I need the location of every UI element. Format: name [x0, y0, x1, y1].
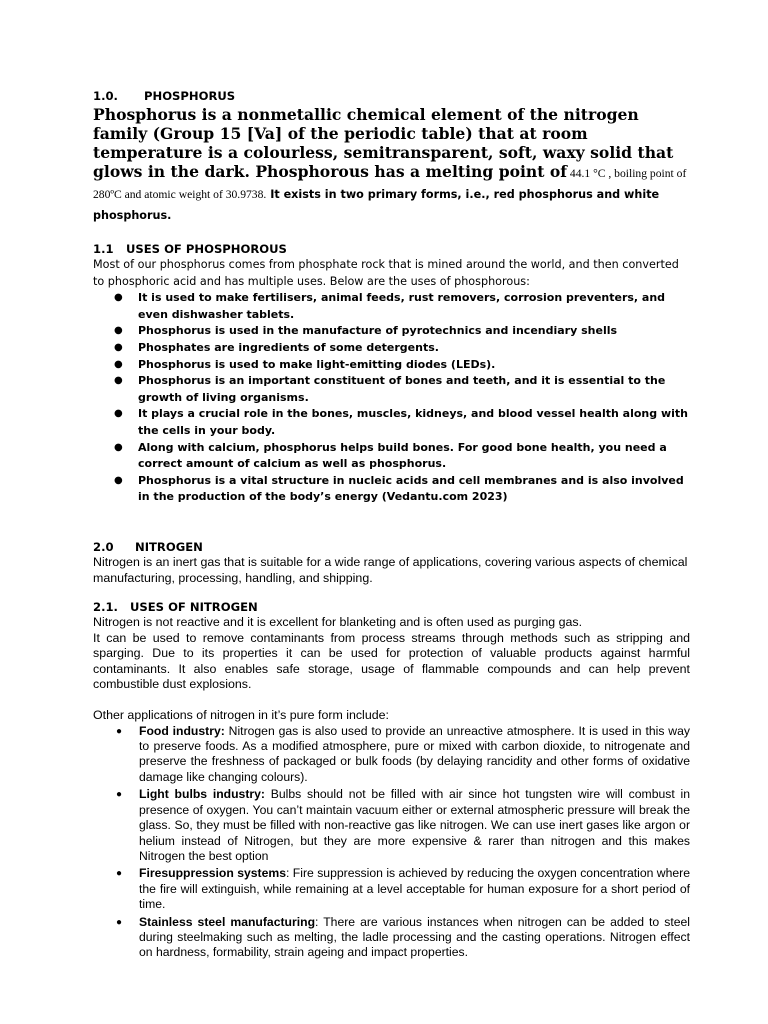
bullet-icon: ● [114, 408, 123, 420]
uses-phosphorous-intro: Most of our phosphorus comes from phosphate rock that is mined around the world, and then converted to phosphoric acid and has multiple uses. Below are the uses of phosphorous: [93, 258, 679, 288]
bullet-icon: ● [116, 916, 123, 928]
bullet-icon: ● [114, 441, 123, 453]
list-item: ● Phosphorus is used in the manufacture of pyrotechnics and incendiary shells [138, 323, 690, 340]
item-term: Stainless steel manufacturing [139, 914, 316, 929]
list-item: ● Phosphorus is used to make light-emitting diodes (LEDs). [138, 357, 690, 374]
section-heading-uses-phosphorous [93, 242, 690, 257]
phosphorus-intro [93, 105, 690, 225]
list-item [116, 866, 690, 912]
section-title: NITROGEN [135, 539, 203, 554]
intro-properties-text: 44.1 °C , boiling point of 280ºC and atomic weight of 30.9738. [93, 167, 687, 201]
bullet-icon: ● [114, 375, 123, 387]
item-text: Nitrogen gas is also used to provide an unreactive atmosphere. It is used in this way to preserve foods. As a modified atmosphere, pure or mixed with carbon dioxide, to nitrogenate and preserve the freshness of packaged or bulk foods (by delaying rancidity and other forms of oxidative damage like changing colours). [139, 723, 690, 784]
section-heading-nitrogen [93, 540, 690, 555]
item-text: Bulbs should not be filled with air since hot tungsten wire will combust in presence of oxygen. You can’t maintain vacuum either or external atmospheric pressure will break the glass. So, they must be filled with non-reactive gas like nitrogen. We can use inert gases like argon or helium instead of Nitrogen, but they are more expensive & rarer than nitrogen and this makes Nitrogen the best option [139, 787, 690, 863]
phosphorus-uses-list [93, 290, 690, 506]
section-number: 1.1 [93, 242, 114, 256]
bullet-icon: ● [114, 474, 123, 486]
bullet-icon: ● [114, 341, 123, 353]
intro-main-text: Phosphorus is a nonmetallic chemical element of the nitrogen family (Group 15 [Va] of the periodic table) that at room temperature is a colourless, semitransparent, soft, waxy solid that glows in the dark. Phosphorous has a melting point of [93, 105, 674, 181]
list-item: ● It plays a crucial role in the bones, muscles, kidneys, and blood vessel health along with the cells in your body. [114, 407, 688, 437]
item-term: Firesuppression systems [139, 866, 287, 881]
item-text: : Fire suppression is achieved by reducing the oxygen concentration where the fire will extinguish, while remaining at a level acceptable for human exposure for a short period of time. [139, 866, 690, 912]
item-term: Food industry: [139, 723, 225, 738]
bullet-icon: ● [116, 725, 123, 737]
bullet-icon: ● [114, 325, 123, 337]
section-heading-uses-nitrogen [93, 600, 690, 615]
list-item: ● Phosphates are ingredients of some detergents. [138, 340, 690, 357]
list-item: ● Along with calcium, phosphorus helps build bones. For good bone health, you need a correct amount of calcium as well as phosphorus. [114, 440, 667, 471]
nitrogen-intro: Nitrogen is an inert gas that is suitable for a wide range of applications, covering various aspects of chemical manufacturing, processing, handling, and shipping. [93, 554, 688, 585]
section-title: USES OF NITROGEN [130, 600, 258, 615]
list-item: ● It is used to make fertilisers, animal feeds, rust removers, corrosion preventers, and even dishwasher tablets. [114, 291, 666, 321]
section-title: PHOSPHORUS [144, 89, 236, 103]
bullet-icon: ● [116, 868, 123, 880]
section-title: USES OF PHOSPHOROUS [126, 242, 287, 256]
section-number: 1.0. [93, 89, 118, 103]
list-item: ● Phosphorus is an important constituent of bones and teeth, and it is essential to the growth of living organisms. [114, 374, 666, 404]
item-text: : There are various instances when nitrogen can be added to steel during steelmaking such as melting, the ladle processing and the casting operations. Nitrogen effect on hardness, formability, strain ageing and impact properties. [139, 914, 690, 960]
list-item [116, 723, 690, 786]
section-heading-phosphorus [93, 89, 690, 104]
list-item [116, 914, 690, 961]
nitrogen-applications-list [93, 724, 690, 961]
bullet-icon: ● [114, 358, 123, 370]
other-applications-intro: Other applications of nitrogen in it’s pure form include: [93, 708, 389, 723]
list-item [116, 787, 690, 864]
section-number: 2.0 [93, 539, 114, 554]
bullet-icon: ● [114, 292, 123, 304]
section-number: 2.1. [93, 600, 118, 615]
uses-nitrogen-paragraph-2: It can be used to remove contaminants from process streams through methods such as stripping and sparging. Due to its properties it can be used for protection of valuable products against harmful contaminants. It also enables safe storage, usage of flammable compounds and can help prevent combustible dust explosions. [93, 630, 690, 692]
intro-forms-text: It exists in two primary forms, i.e., red phosphorus and white phosphorus. [93, 188, 660, 222]
item-term: Light bulbs industry: [139, 787, 265, 802]
uses-nitrogen-paragraph-1: Nitrogen is not reactive and it is excellent for blanketing and is often used as purging gas. [93, 615, 583, 630]
bullet-icon: ● [116, 789, 123, 801]
list-item: ● Phosphorus is a vital structure in nucleic acids and cell membranes and is also involved in the production of the body’s energy (Vedantu.com 2023) [114, 473, 684, 504]
